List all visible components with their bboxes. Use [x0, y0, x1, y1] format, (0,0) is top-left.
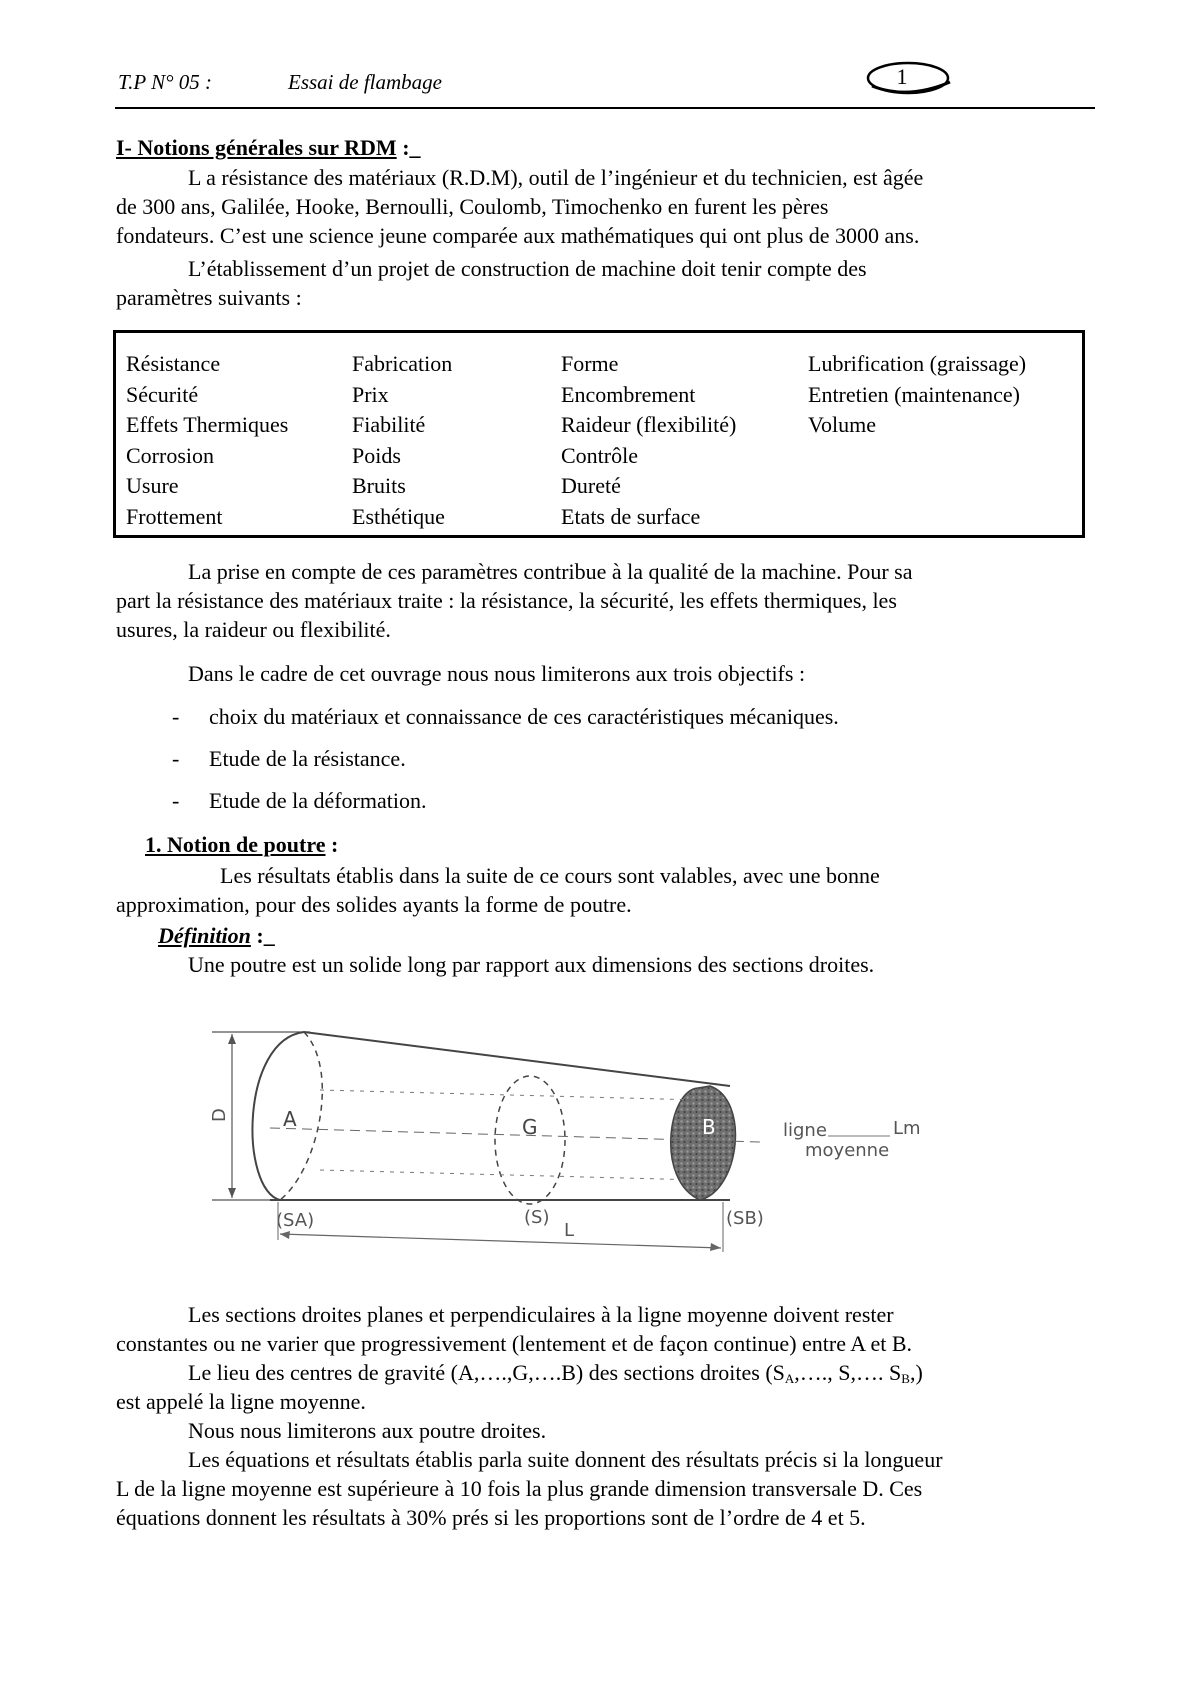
parameter-item: Encombrement	[561, 381, 696, 407]
header-tp-label: T.P N° 05 :	[118, 70, 212, 94]
label-l: L	[564, 1220, 575, 1241]
label-a: A	[283, 1107, 297, 1131]
header-title: Essai de flambage	[288, 70, 442, 94]
paragraph-line: usures, la raideur ou flexibilité.	[116, 617, 391, 642]
paragraph-line: La prise en compte de ces paramètres contribue à la qualité de la machine. Pour sa	[188, 559, 913, 584]
section-sb	[671, 1086, 736, 1200]
parameter-item: Esthétique	[352, 503, 445, 529]
bullet-marker: -	[172, 704, 180, 729]
paragraph-line: constantes ou ne varier que progressivement (lentement et de façon continue) entre A et B.	[116, 1331, 912, 1356]
parameter-item: Volume	[808, 412, 877, 437]
parameters-column	[126, 349, 288, 532]
page-number-badge	[862, 56, 954, 98]
parameter-item: Entretien (maintenance)	[808, 381, 1020, 407]
paragraph-line: paramètres suivants :	[116, 285, 302, 310]
bullet-item: choix du matériaux et connaissance de ces caractéristiques mécaniques.	[209, 704, 839, 729]
paragraph-line: est appelé la ligne moyenne.	[116, 1389, 366, 1414]
section-heading: I- Notions générales sur RDM :_	[116, 135, 421, 160]
label-g: G	[522, 1115, 538, 1139]
paragraph-line: Le lieu des centres de gravité (A,….,G,….B) des sections droites ($S_A,\dots$., S,…. $S_B$,)	[188, 1360, 923, 1386]
parameters-column	[561, 349, 736, 532]
parameter-item: Sécurité	[126, 381, 199, 407]
label-s: (S)	[524, 1207, 550, 1228]
header-rule	[115, 107, 1095, 109]
parameters-column	[808, 349, 1026, 441]
parameter-item: Résistance	[126, 351, 221, 376]
page-number: 1	[896, 64, 908, 89]
guide-line	[320, 1170, 700, 1180]
paragraph-line: Dans le cadre de cet ouvrage nous nous limiterons aux trois objectifs :	[188, 661, 806, 686]
bullet-marker: -	[172, 788, 180, 813]
parameter-item: Poids	[352, 442, 401, 468]
beam-figure	[200, 1030, 940, 1270]
parameter-item: Fiabilité	[352, 412, 426, 437]
paragraph-line: fondateurs. C’est une science jeune comparée aux mathématiques qui ont plus de 3000 ans.	[116, 223, 920, 248]
paragraph-line: L de la ligne moyenne est supérieure à 10 fois la plus grande dimension transversale D. Ces	[116, 1476, 923, 1501]
dimension-line-l	[280, 1234, 721, 1248]
parameter-item: Effets Thermiques	[126, 412, 289, 437]
bullet-item: Etude de la déformation.	[209, 788, 427, 813]
parameter-item: Corrosion	[126, 442, 214, 468]
definition-label: Définition :_	[158, 923, 275, 948]
parameter-item: Bruits	[352, 473, 406, 498]
paragraph-line: Les sections droites planes et perpendiculaires à la ligne moyenne doivent rester	[188, 1302, 894, 1327]
beam-top-edge	[304, 1032, 730, 1086]
parameter-item: Lubrification (graissage)	[808, 351, 1027, 376]
parameter-item: Frottement	[126, 503, 223, 529]
paragraph-line: approximation, pour des solides ayants la forme de poutre.	[116, 892, 632, 917]
parameter-item: Fabrication	[352, 351, 453, 376]
guide-line	[320, 1090, 700, 1100]
subsection-heading: 1. Notion de poutre :	[145, 832, 339, 857]
paragraph-line: Les résultats établis dans la suite de ce cours sont valables, avec une bonne	[220, 863, 880, 888]
label-moyenne: moyenne	[805, 1140, 890, 1161]
label-sa: (SA)	[276, 1210, 315, 1231]
parameter-item: Usure	[126, 473, 179, 498]
parameter-item: Contrôle	[561, 442, 638, 468]
label-d: D	[209, 1108, 230, 1122]
parameter-item: Etats de surface	[561, 503, 701, 529]
paragraph-line: L a résistance des matériaux (R.D.M), outil de l’ingénieur et du technicien, est âgée	[188, 165, 924, 190]
parameter-item: Prix	[352, 381, 389, 407]
parameters-column	[352, 349, 452, 532]
beam-diagram	[200, 1030, 940, 1270]
paragraph-line: Nous nous limiterons aux poutre droites.	[188, 1418, 547, 1443]
paragraph-line: part la résistance des matériaux traite : la résistance, la sécurité, les effets thermiques, les	[116, 588, 897, 613]
paragraph-line: équations donnent les résultats à 30% prés si les proportions sont de l’ordre de 4 et 5.	[116, 1505, 866, 1530]
parameter-item: Raideur (flexibilité)	[561, 412, 737, 437]
parameter-item: Dureté	[561, 473, 621, 498]
parameter-item: Forme	[561, 351, 619, 376]
paragraph-line: Les équations et résultats établis parla suite donnent des résultats précis si la longueur	[188, 1447, 943, 1472]
paragraph-line: L’établissement d’un projet de construction de machine doit tenir compte des	[188, 256, 867, 281]
definition-text: Une poutre est un solide long par rapport aux dimensions des sections droites.	[188, 952, 875, 977]
bullet-marker: -	[172, 746, 180, 771]
bullet-item: Etude de la résistance.	[209, 746, 406, 771]
paragraph-line: de 300 ans, Galilée, Hooke, Bernoulli, Coulomb, Timochenko en furent les pères	[116, 194, 829, 219]
label-ligne: ligne	[783, 1120, 827, 1141]
label-lm: Lm	[893, 1118, 921, 1139]
label-sb: (SB)	[726, 1208, 764, 1229]
parameters-table	[113, 330, 1085, 538]
label-b: B	[702, 1115, 716, 1139]
